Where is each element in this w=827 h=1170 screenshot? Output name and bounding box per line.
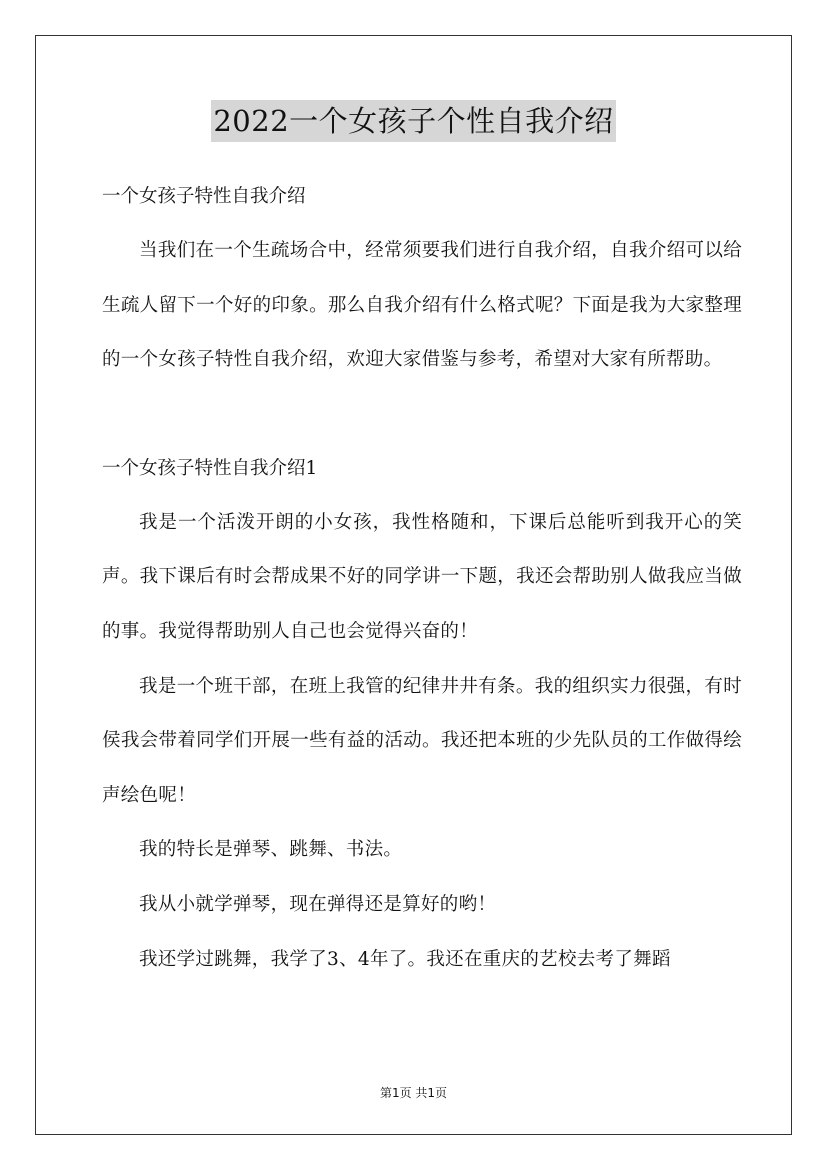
section-heading-2: 一个女孩子特性自我介绍1 — [102, 457, 318, 479]
document-title: 2022一个女孩子个性自我介绍 — [211, 100, 615, 142]
title-container — [0, 100, 827, 142]
body-paragraph-2: 我是一个班干部，在班上我管的纪律井井有条。我的组织实力很强，有时侯我会带着同学们开展一些有益的活动。我还把本班的少先队员的工作做得绘声绘色呢！ — [102, 675, 742, 806]
body-paragraph-4: 我从小就学弹琴，现在弹得还是算好的哟！ — [139, 893, 497, 915]
page-footer: 第1页 共1页 — [379, 1086, 448, 1100]
blank-line — [102, 388, 742, 442]
intro-paragraph: 当我们在一个生疏场合中，经常须要我们进行自我介绍，自我介绍可以给生疏人留下一个好的印象。那么自我介绍有什么格式呢？下面是我为大家整理的一个女孩子特性自我介绍，欢迎大家借鉴与参考，希望对大家有所帮助。 — [102, 240, 742, 371]
body-paragraph-5: 我还学过跳舞，我学了3、4年了。我还在重庆的艺校去考了舞蹈 — [139, 948, 671, 970]
body-paragraph-3: 我的特长是弹琴、跳舞、书法。 — [139, 839, 403, 861]
body-paragraph-1: 我是一个活泼开朗的小女孩，我性格随和，下课后总能听到我开心的笑声。我下课后有时会帮成果不好的同学讲一下题，我还会帮助别人做我应当做的事。我觉得帮助别人自己也会觉得兴奋的！ — [102, 511, 742, 642]
section-heading-1: 一个女孩子特性自我介绍 — [102, 186, 306, 207]
document-body — [102, 170, 742, 987]
